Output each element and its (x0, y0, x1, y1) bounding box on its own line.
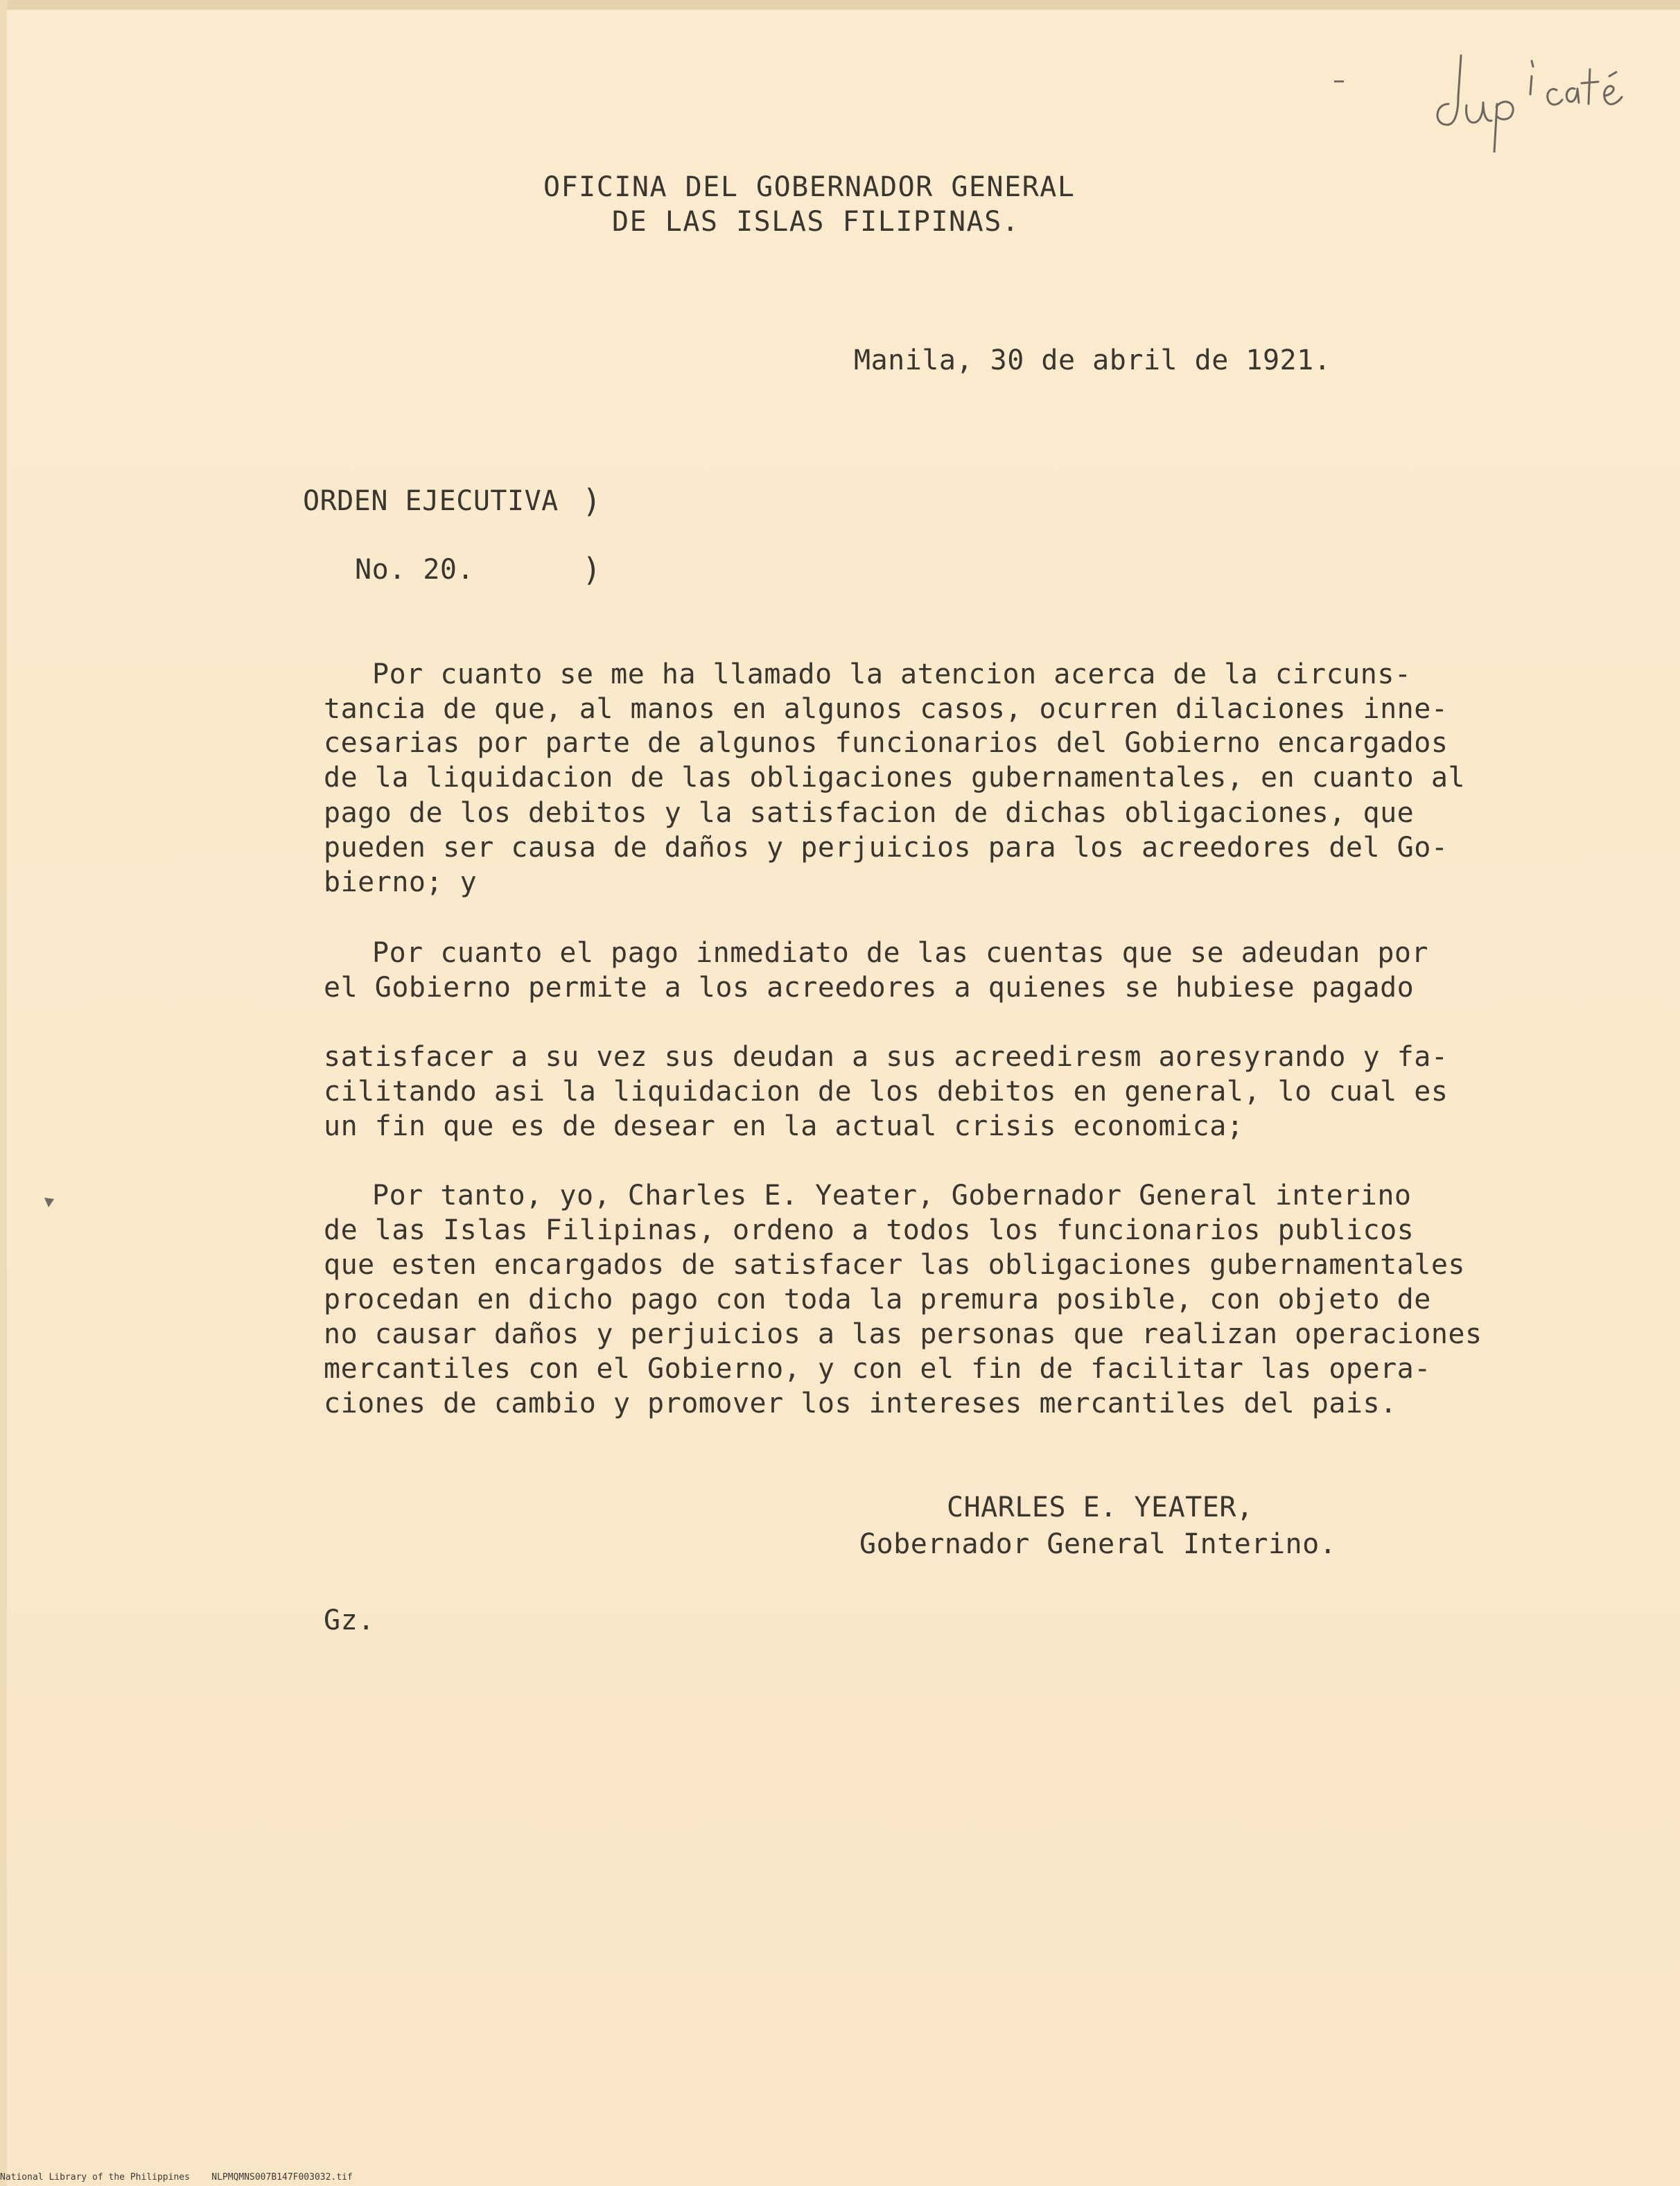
para4-line: mercantiles con el Gobierno, y con el fin de facilitar las opera- (324, 1353, 1431, 1385)
order-title: ORDEN EJECUTIVA (303, 485, 559, 517)
para2-line: Por cuanto el pago inmediato de las cuentas que se adeudan por (372, 937, 1429, 969)
pencil-tick-mark (1334, 80, 1344, 82)
para4-line: ciones de cambio y promover los intereses mercantiles del pais. (324, 1388, 1397, 1419)
para1-line: pueden ser causa de daños y perjuicios para los acreedores del Go- (324, 832, 1449, 864)
typist-initials: Gz. (324, 1604, 375, 1636)
order-number: No. 20. (355, 554, 475, 586)
para4-line: de las Islas Filipinas, ordeno a todos los funcionarios publicos (324, 1214, 1415, 1246)
office-header-line-1: OFICINA DEL GOBERNADOR GENERAL (543, 171, 1076, 203)
para4-line: Por tanto, yo, Charles E. Yeater, Gobernador General interino (372, 1180, 1412, 1212)
archive-footer: National Library of the Philippines NLPMQMNS007B147F003032.tif (0, 2172, 353, 2183)
para4-line: no causar daños y perjuicios a las personas que realizan operaciones (324, 1318, 1482, 1350)
office-header-line-2: DE LAS ISLAS FILIPINAS. (612, 206, 1020, 238)
date-line: Manila, 30 de abril de 1921. (854, 344, 1331, 376)
signature-title: Gobernador General Interino. (859, 1528, 1337, 1560)
order-number-paren: ) (582, 551, 602, 588)
para3-line: un fin que es de desear en la actual crisis economica; (324, 1110, 1244, 1142)
para3-line: satisfacer a su vez sus deudan a sus acreediresm aoresyrando y fa- (324, 1041, 1449, 1073)
para1-line: Por cuanto se me ha llamado la atencion acerca de la circuns- (372, 658, 1412, 690)
para4-line: procedan en dicho pago con toda la premura posible, con objeto de (324, 1284, 1431, 1315)
para1-line: bierno; y (324, 866, 478, 898)
para1-line: cesarias por parte de algunos funcionarios del Gobierno encargados (324, 727, 1449, 759)
para3-line: cilitando asi la liquidacion de los debitos en general, lo cual es (324, 1076, 1449, 1108)
handwritten-duplicate-annotation (1428, 28, 1636, 152)
para2-line: el Gobierno permite a los acreedores a quienes se hubiese pagado (324, 972, 1415, 1004)
para4-line: que esten encargados de satisfacer las obligaciones gubernamentales (324, 1249, 1465, 1281)
para1-line: pago de los debitos y la satisfacion de dichas obligaciones, que (324, 797, 1415, 829)
page-top-edge (0, 0, 1680, 10)
order-title-paren: ) (582, 482, 602, 520)
para1-line: tancia de que, al manos en algunos casos, ocurren dilaciones inne- (324, 693, 1449, 725)
signature-name: CHARLES E. YEATER, (947, 1492, 1254, 1523)
ink-smudge (42, 1195, 57, 1210)
para1-line: de la liquidacion de las obligaciones gubernamentales, en cuanto al (324, 762, 1465, 794)
page-left-edge (0, 0, 7, 2186)
